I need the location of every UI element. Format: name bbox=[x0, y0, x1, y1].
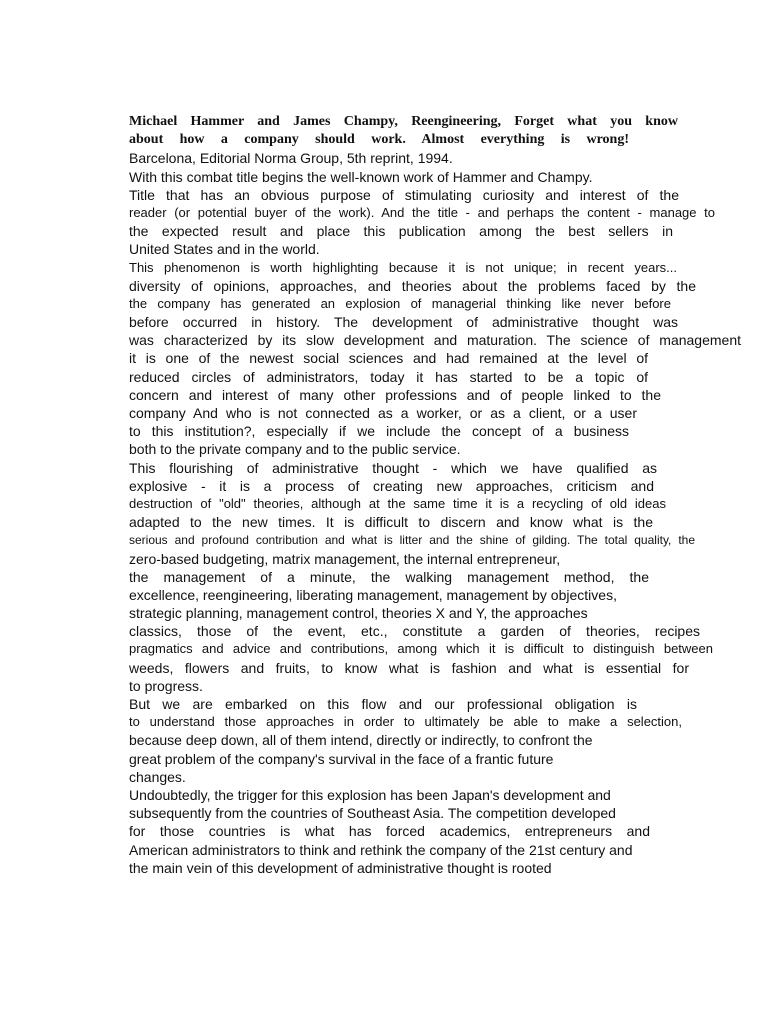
document-body-text bbox=[129, 113, 749, 877]
document-text-line: excellence, reengineering, liberating management, management by objectives, bbox=[129, 586, 617, 603]
document-text-line: before occurred in history. The development of administrative thought was bbox=[129, 314, 678, 331]
document-text-line: to progress. bbox=[129, 677, 203, 694]
document-text-line: changes. bbox=[129, 768, 186, 785]
document-text-line: was characterized by its slow development and maturation. The science of management bbox=[129, 332, 741, 349]
document-text-line: Undoubtedly, the trigger for this explosion has been Japan's development and bbox=[129, 786, 611, 803]
document-text-line: for those countries is what has forced academics, entrepreneurs and bbox=[129, 823, 650, 840]
document-text-line: With this combat title begins the well-known work of Hammer and Champy. bbox=[129, 168, 593, 185]
document-text-line: explosive - it is a process of creating new approaches, criticism and bbox=[129, 477, 654, 494]
document-text-line: reduced circles of administrators, today it has started to be a topic of bbox=[129, 368, 648, 385]
document-text-line: pragmatics and advice and contributions, among which it is difficult to distinguish between bbox=[129, 641, 713, 657]
document-text-line: reader (or potential buyer of the work). And the title - and perhaps the content - manage to bbox=[129, 204, 715, 220]
document-text-line: it is one of the newest social sciences and had remained at the level of bbox=[129, 350, 648, 367]
document-text-line: subsequently from the countries of Southeast Asia. The competition developed bbox=[129, 805, 616, 822]
document-text-line: strategic planning, management control, theories X and Y, the approaches bbox=[129, 605, 588, 622]
document-text-line: But we are embarked on this flow and our professional obligation is bbox=[129, 696, 637, 712]
document-text-line: to understand those approaches in order to ultimately be able to make a selection, bbox=[129, 714, 682, 730]
document-text-line: This flourishing of administrative thought - which we have qualified as bbox=[129, 459, 657, 476]
document-text-line: This phenomenon is worth highlighting because it is not unique; in recent years... bbox=[129, 259, 677, 275]
document-text-line: to this institution?, especially if we include the concept of a business bbox=[129, 423, 629, 440]
document-text-line: weeds, flowers and fruits, to know what is fashion and what is essential for bbox=[129, 659, 689, 676]
document-text-line: serious and profound contribution and what is litter and the shine of gilding. The total quality, the bbox=[129, 533, 695, 548]
document-text-line: the company has generated an explosion of managerial thinking like never before bbox=[129, 295, 671, 311]
document-text-line: zero-based budgeting, matrix management, the internal entrepreneur, bbox=[129, 550, 561, 567]
document-text-line: company And who is not connected as a worker, or as a client, or a user bbox=[129, 405, 637, 421]
document-text-line: classics, those of the event, etc., constitute a garden of theories, recipes bbox=[129, 623, 700, 640]
document-text-line: Barcelona, Editorial Norma Group, 5th reprint, 1994. bbox=[129, 150, 453, 167]
document-text-line: the main vein of this development of administrative thought is rooted bbox=[129, 859, 552, 876]
document-text-line: because deep down, all of them intend, directly or indirectly, to confront the bbox=[129, 732, 593, 749]
document-text-line: the management of a minute, the walking management method, the bbox=[129, 568, 649, 585]
document-text-line: Title that has an obvious purpose of stimulating curiosity and interest of the bbox=[129, 186, 679, 203]
document-title-line: about how a company should work. Almost everything is wrong! bbox=[129, 132, 629, 148]
document-text-line: destruction of "old" theories, although at the same time it is a recycling of old ideas bbox=[129, 495, 666, 511]
document-text-line: the expected result and place this publication among the best sellers in bbox=[129, 223, 673, 240]
document-text-line: both to the private company and to the public service. bbox=[129, 441, 461, 458]
document-text-line: adapted to the new times. It is difficult to discern and know what is the bbox=[129, 514, 653, 531]
document-text-line: United States and in the world. bbox=[129, 241, 320, 258]
document-title-line: Michael Hammer and James Champy, Reengineering, Forget what you know bbox=[129, 114, 678, 129]
document-text-line: American administrators to think and rethink the company of the 21st century and bbox=[129, 841, 633, 858]
document-text-line: diversity of opinions, approaches, and theories about the problems faced by the bbox=[129, 277, 696, 294]
document-text-line: concern and interest of many other professions and of people linked to the bbox=[129, 386, 661, 403]
document-text-line: great problem of the company's survival in the face of a frantic future bbox=[129, 750, 554, 767]
